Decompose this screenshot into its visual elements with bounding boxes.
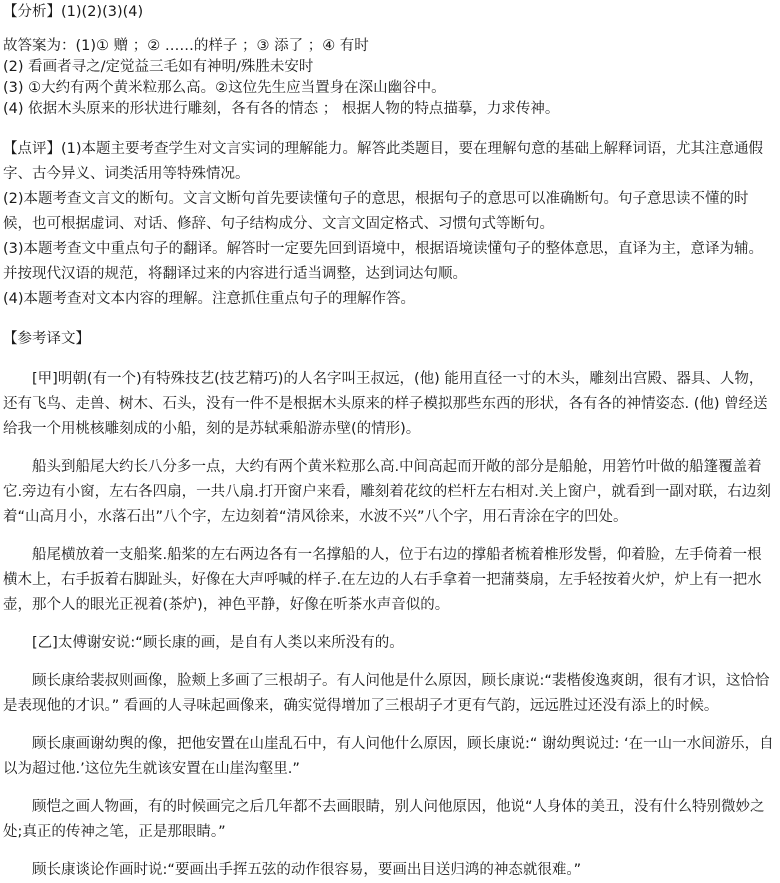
translation-paragraph-1: [甲]明朝(有一个)有特殊技艺(技艺精巧)的人名字叫王叔远，(他) 能用直径一寸的木头，雕刻出宫殿、器具、人物，还有飞鸟、走兽、树木、石头，没有一件不是根据木头原来的样子模拟那些东西的形状，各有各的神情姿态. (他) 曾经送给我一个用桃核雕刻成的小船，刻的是苏轼乘船游赤壁(的情形)。 bbox=[3, 371, 768, 437]
translation-header: 【参考译文】 bbox=[3, 331, 90, 347]
comment-paragraph-1: 【点评】(1)本题主要考查学生对文言实词的理解能力。解答此类题目，要在理解句意的基础上解释词语，尤其注意通假字、古今异义、词类活用等特殊情况。 bbox=[3, 141, 764, 182]
answer-line-4: (4) 依据木头原来的形状进行雕刻，各有各的情态 ； 根据人物的特点描摹，力求传神。 bbox=[3, 101, 560, 117]
answer-line-3: (3) ①大约有两个黄米粒那么高。②这位先生应当置身在深山幽谷中。 bbox=[3, 80, 446, 96]
translation-paragraph-4: [乙]太傅谢安说:“顾长康的画，是自有人类以来所没有的。 bbox=[32, 635, 404, 651]
comment-paragraph-2: (2)本题考查文言文的断句。文言文断句首先要读懂句子的意思，根据句子的意思可以准确断句。句子意思读不懂的时候，也可根据虚词、对话、修辞、句子结构成分、文言文固定格式、习惯句式等断句。 bbox=[3, 191, 749, 232]
answer-line-1: 故答案为：(1)① 赠 ；② ……的样子 ；③ 添了 ；④ 有时 bbox=[3, 38, 369, 54]
translation-paragraph-7: 顾恺之画人物画，有的时候画完之后几年都不去画眼睛，别人问他原因，他说“人身体的美丑，没有什么特别微妙之处;真正的传神之笔，正是那眼睛。” bbox=[3, 799, 765, 840]
comment-paragraph-4: (4)本题考查对文本内容的理解。注意抓住重点句子的理解作答。 bbox=[3, 291, 416, 307]
translation-paragraph-3: 船尾横放着一支船桨.船桨的左右两边各有一名撑船的人，位于右边的撑船者梳着椎形发髻，仰着脸，左手倚着一根横木上，右手扳着右脚趾头，好像在大声呼喊的样子.在左边的人右手拿着一把蒲葵扇，左手轻按着火炉，炉上有一把水壶，那个人的眼光正视着(茶炉)，神色平静，好像在听茶水声音似的。 bbox=[3, 547, 762, 613]
translation-paragraph-6: 顾长康画谢幼舆的像，把他安置在山崖乱石中，有人问他什么原因，顾长康说:“ 谢幼舆说过: ‘在一山一水间游乐，自以为超过他.’这位先生就该安置在山崖沟壑里.” bbox=[3, 736, 774, 777]
comment-paragraph-3: (3)本题考查文中重点句子的翻译。解答时一定要先回到语境中，根据语境读懂句子的整体意思，直译为主，意译为辅。并按现代汉语的规范，将翻译过来的内容进行适当调整，达到词达句顺。 bbox=[3, 241, 764, 282]
translation-paragraph-8: 顾长康谈论作画时说:“要画出手挥五弦的动作很容易，要画出目送归鸿的神态就很难。” bbox=[32, 862, 582, 878]
translation-paragraph-2: 船头到船尾大约长八分多一点，大约有两个黄米粒那么高.中间高起而开敞的部分是船舱，用箬竹叶做的船篷覆盖着它.旁边有小窗，左右各四扇，一共八扇.打开窗户来看，雕刻着花纹的栏杆左右相对.关上窗户，就看到一副对联，右边刻着“山高月小，水落石出”八个字，左边刻着“清风徐来，水波不兴”八个字，用石青涂在字的凹处。 bbox=[3, 459, 771, 525]
analysis-header: 【分析】(1)(2)(3)(4) bbox=[3, 4, 144, 20]
translation-paragraph-5: 顾长康给裴叔则画像，脸颊上多画了三根胡子。有人问他是什么原因，顾长康说:“裴楷俊逸爽朗，很有才识，这恰恰是表现他的才识。” 看画的人寻味起画像来，确实觉得增加了三根胡子才更有气韵，远远胜过还没有添上的时候。 bbox=[3, 673, 770, 714]
answer-line-2: (2) 看画者寻之/定觉益三毛如有神明/殊胜未安时 bbox=[3, 59, 314, 75]
